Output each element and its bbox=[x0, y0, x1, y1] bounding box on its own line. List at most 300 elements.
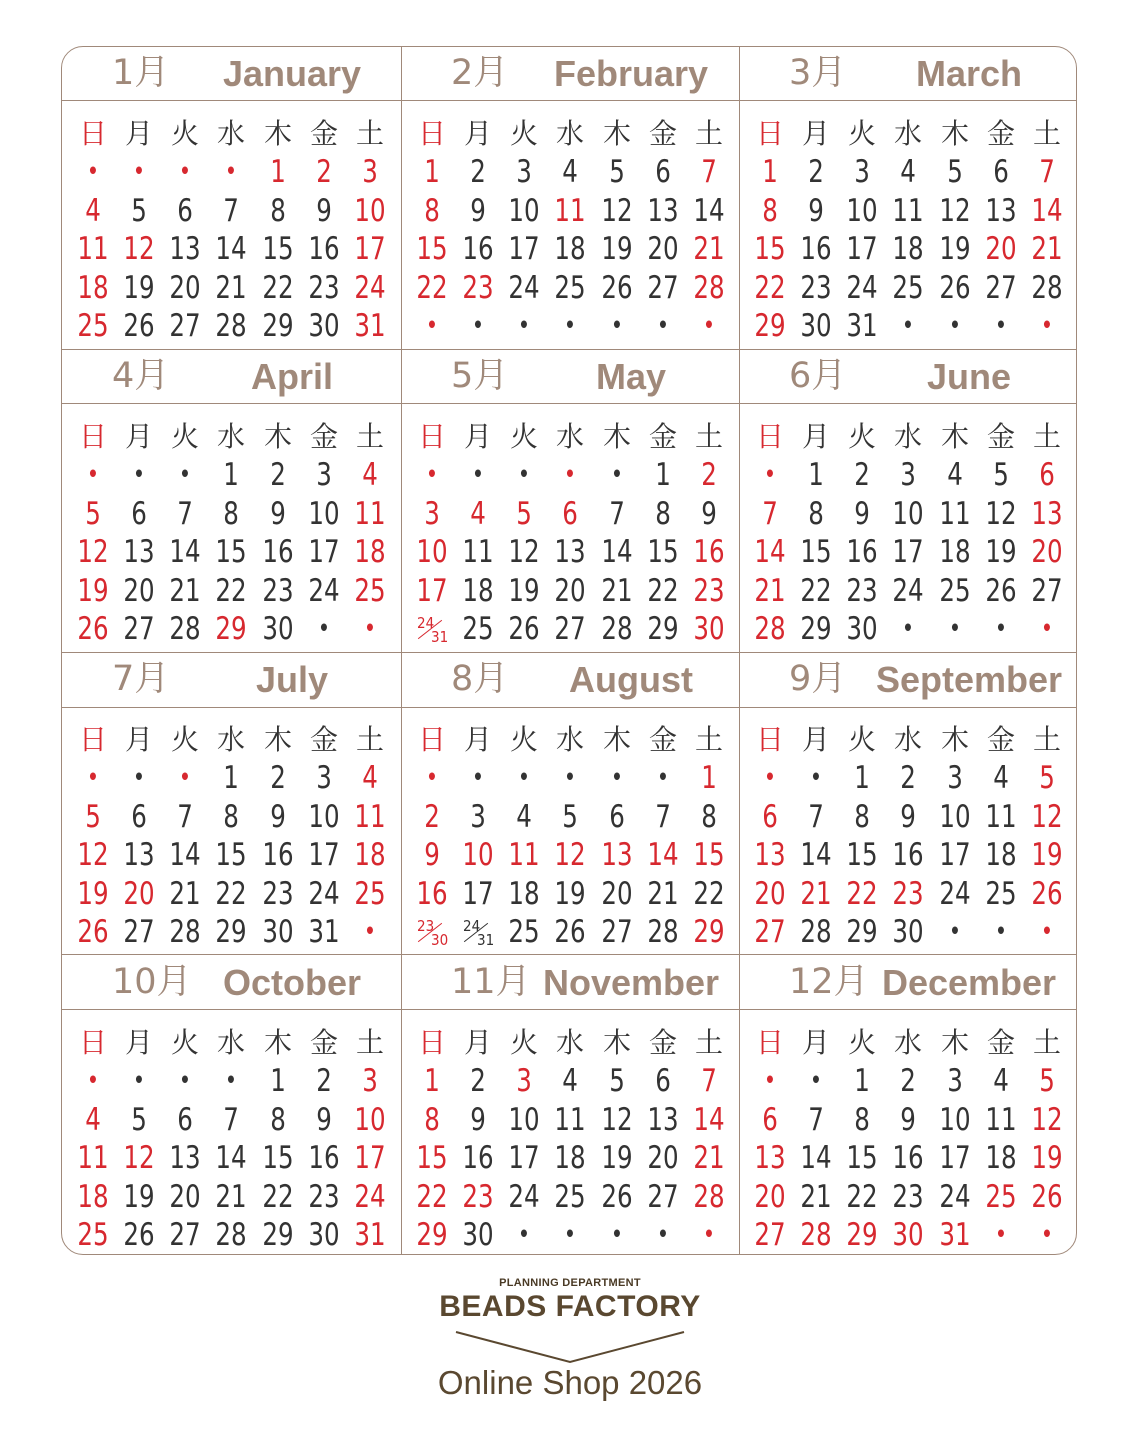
day-cell: 3 bbox=[362, 1063, 378, 1099]
weekday-header: 月 bbox=[801, 1026, 830, 1059]
day-cell: 11 bbox=[892, 193, 924, 229]
weekday-header: 月 bbox=[124, 1026, 153, 1059]
weekday-header: 金 bbox=[648, 723, 677, 756]
weekday-header: 木 bbox=[602, 117, 631, 150]
day-cell: 5 bbox=[516, 496, 532, 532]
month-label-jp: 11月 bbox=[451, 962, 531, 1002]
day-cell: 19 bbox=[601, 1140, 633, 1176]
day-cell: 9 bbox=[900, 799, 916, 835]
day-cell: 29 bbox=[693, 914, 725, 950]
empty-day-dot: • bbox=[763, 763, 777, 793]
day-cell: 24 bbox=[939, 1179, 971, 1215]
day-cell: 19 bbox=[123, 1179, 155, 1215]
day-cell: 14 bbox=[169, 837, 201, 873]
weekday-header: 日 bbox=[417, 117, 446, 150]
day-cell: 13 bbox=[554, 534, 586, 570]
day-cell: 10 bbox=[308, 799, 340, 835]
day-cell: 5 bbox=[131, 1102, 147, 1138]
day-cell: 15 bbox=[754, 231, 786, 267]
day-cell: 21 bbox=[1031, 231, 1063, 267]
day-cell: 9 bbox=[900, 1102, 916, 1138]
day-cell: 20 bbox=[985, 231, 1017, 267]
day-cell: 16 bbox=[308, 231, 340, 267]
day-cell: 5 bbox=[85, 496, 101, 532]
day-cell: 3 bbox=[316, 457, 332, 493]
day-cell: 31 bbox=[354, 308, 386, 344]
empty-day-dot: • bbox=[763, 1066, 777, 1096]
day-cell: 30 bbox=[262, 914, 294, 950]
day-cell: 23 bbox=[308, 270, 340, 306]
day-cell: 6 bbox=[655, 154, 671, 190]
day-cell: 7 bbox=[808, 799, 824, 835]
brand-subtitle: PLANNING DEPARTMENT bbox=[499, 1277, 641, 1289]
day-cell: 13 bbox=[169, 1140, 201, 1176]
day-cell: 28 bbox=[693, 270, 725, 306]
day-cell: 29 bbox=[262, 1217, 294, 1253]
day-cell: 4 bbox=[470, 496, 486, 532]
day-cell: 11 bbox=[985, 799, 1017, 835]
day-cell: 11 bbox=[554, 1102, 586, 1138]
day-cell: 25 bbox=[462, 611, 494, 647]
day-cell: 21 bbox=[800, 876, 832, 912]
day-cell: 13 bbox=[601, 837, 633, 873]
day-cell: 2 bbox=[270, 457, 286, 493]
empty-day-dot: • bbox=[178, 763, 192, 793]
month-label-en: November bbox=[542, 962, 720, 1003]
day-cell: 5 bbox=[85, 799, 101, 835]
day-cell: 15 bbox=[693, 837, 725, 873]
weekday-header: 金 bbox=[309, 420, 338, 453]
day-cell: 22 bbox=[846, 876, 878, 912]
month-label-jp: 10月 bbox=[112, 962, 192, 1002]
day-cell: 12 bbox=[601, 193, 633, 229]
day-cell: 12 bbox=[123, 1140, 155, 1176]
day-cell: 1 bbox=[854, 760, 870, 796]
day-cell: 2 bbox=[900, 760, 916, 796]
empty-day-dot: • bbox=[994, 917, 1008, 947]
day-cell: 6 bbox=[609, 799, 625, 835]
weekday-header: 火 bbox=[509, 1026, 538, 1059]
day-cell: 27 bbox=[169, 1217, 201, 1253]
empty-day-dot: • bbox=[1040, 917, 1054, 947]
day-cell: 18 bbox=[77, 270, 109, 306]
day-cell: 19 bbox=[1031, 837, 1063, 873]
day-cell: 15 bbox=[215, 837, 247, 873]
month-label-en: October bbox=[222, 962, 362, 1003]
weekday-header: 土 bbox=[355, 420, 384, 453]
day-cell: 3 bbox=[316, 760, 332, 796]
day-cell: 13 bbox=[754, 1140, 786, 1176]
day-cell: 3 bbox=[900, 457, 916, 493]
weekday-header: 水 bbox=[555, 1026, 584, 1059]
weekday-header: 木 bbox=[602, 420, 631, 453]
day-cell: 6 bbox=[993, 154, 1009, 190]
day-cell: 11 bbox=[939, 496, 971, 532]
weekday-header: 水 bbox=[216, 420, 245, 453]
day-cell: 7 bbox=[1039, 154, 1055, 190]
day-cell: 1 bbox=[270, 1063, 286, 1099]
day-cell: 21 bbox=[215, 270, 247, 306]
day-cell: 20 bbox=[169, 1179, 201, 1215]
day-cell: 22 bbox=[262, 1179, 294, 1215]
empty-day-dot: • bbox=[517, 460, 531, 490]
weekday-header: 金 bbox=[986, 723, 1015, 756]
day-cell: 24 bbox=[308, 573, 340, 609]
day-cell: 16 bbox=[462, 231, 494, 267]
weekday-header: 木 bbox=[263, 420, 292, 453]
day-cell: 25 bbox=[77, 1217, 109, 1253]
day-cell: 7 bbox=[223, 193, 239, 229]
empty-day-dot: • bbox=[702, 311, 716, 341]
day-cell: 3 bbox=[947, 760, 963, 796]
day-cell: 4 bbox=[562, 154, 578, 190]
day-cell: 5 bbox=[1039, 1063, 1055, 1099]
day-cell: 18 bbox=[892, 231, 924, 267]
day-cell: 12 bbox=[554, 837, 586, 873]
day-cell: 8 bbox=[701, 799, 717, 835]
day-cell: 13 bbox=[169, 231, 201, 267]
day-cell: 9 bbox=[854, 496, 870, 532]
day-cell: 7 bbox=[701, 1063, 717, 1099]
day-cell: 1 bbox=[270, 154, 286, 190]
day-cell: 19 bbox=[508, 573, 540, 609]
day-cell: 20 bbox=[647, 231, 679, 267]
day-cell: 5 bbox=[947, 154, 963, 190]
month-label-jp: 7月 bbox=[112, 659, 170, 699]
day-cell: 22 bbox=[416, 270, 448, 306]
day-numerator: 23 bbox=[417, 917, 435, 935]
day-cell: 29 bbox=[754, 308, 786, 344]
day-cell: 27 bbox=[754, 914, 786, 950]
day-cell: 8 bbox=[808, 496, 824, 532]
day-cell: 20 bbox=[754, 876, 786, 912]
day-cell: 25 bbox=[554, 270, 586, 306]
day-cell: 13 bbox=[123, 534, 155, 570]
day-cell: 22 bbox=[215, 573, 247, 609]
weekday-header: 土 bbox=[694, 723, 723, 756]
day-cell: 2 bbox=[470, 1063, 486, 1099]
day-cell: 28 bbox=[215, 1217, 247, 1253]
day-cell: 14 bbox=[800, 1140, 832, 1176]
day-cell: 22 bbox=[754, 270, 786, 306]
day-cell: 29 bbox=[215, 914, 247, 950]
month-label-en: July bbox=[255, 659, 329, 700]
empty-day-dot: • bbox=[563, 763, 577, 793]
empty-day-dot: • bbox=[425, 460, 439, 490]
day-cell: 3 bbox=[516, 1063, 532, 1099]
day-cell: 23 bbox=[693, 573, 725, 609]
day-cell: 10 bbox=[354, 1102, 386, 1138]
day-cell: 19 bbox=[601, 231, 633, 267]
brand-footer bbox=[0, 1270, 1140, 1452]
day-cell: 31 bbox=[939, 1217, 971, 1253]
day-cell: 10 bbox=[892, 496, 924, 532]
weekday-header: 水 bbox=[893, 1026, 922, 1059]
day-cell: 16 bbox=[846, 534, 878, 570]
day-cell: 11 bbox=[985, 1102, 1017, 1138]
day-cell: 1 bbox=[424, 1063, 440, 1099]
day-cell: 14 bbox=[754, 534, 786, 570]
day-cell: 22 bbox=[800, 573, 832, 609]
weekday-header: 金 bbox=[309, 723, 338, 756]
day-cell: 27 bbox=[754, 1217, 786, 1253]
day-cell: 18 bbox=[77, 1179, 109, 1215]
day-cell: 10 bbox=[354, 193, 386, 229]
day-cell: 16 bbox=[262, 534, 294, 570]
day-cell: 22 bbox=[262, 270, 294, 306]
day-cell: 25 bbox=[77, 308, 109, 344]
weekday-header: 金 bbox=[648, 1026, 677, 1059]
day-cell-split bbox=[409, 913, 455, 951]
day-cell: 19 bbox=[985, 534, 1017, 570]
day-cell: 22 bbox=[647, 573, 679, 609]
day-cell: 25 bbox=[354, 876, 386, 912]
day-cell: 12 bbox=[601, 1102, 633, 1138]
day-cell: 4 bbox=[362, 457, 378, 493]
weekday-header: 月 bbox=[801, 723, 830, 756]
empty-day-dot: • bbox=[471, 311, 485, 341]
empty-day-dot: • bbox=[224, 157, 238, 187]
day-cell: 21 bbox=[647, 876, 679, 912]
day-cell: 10 bbox=[846, 193, 878, 229]
day-cell: 11 bbox=[354, 799, 386, 835]
month-label-jp: 6月 bbox=[789, 356, 847, 396]
day-denominator: 31 bbox=[477, 931, 495, 949]
day-cell: 26 bbox=[1031, 876, 1063, 912]
month-label-jp: 4月 bbox=[112, 356, 170, 396]
empty-day-dot: • bbox=[702, 1220, 716, 1250]
day-cell: 19 bbox=[123, 270, 155, 306]
day-cell: 21 bbox=[169, 876, 201, 912]
day-cell: 2 bbox=[270, 760, 286, 796]
day-cell: 6 bbox=[655, 1063, 671, 1099]
month-block bbox=[739, 350, 1077, 652]
day-cell: 5 bbox=[562, 799, 578, 835]
day-cell: 2 bbox=[470, 154, 486, 190]
weekday-header: 木 bbox=[940, 723, 969, 756]
day-cell: 18 bbox=[354, 837, 386, 873]
day-cell: 24 bbox=[354, 1179, 386, 1215]
day-cell: 17 bbox=[308, 534, 340, 570]
day-cell: 9 bbox=[270, 799, 286, 835]
empty-day-dot: • bbox=[656, 311, 670, 341]
empty-day-dot: • bbox=[948, 917, 962, 947]
empty-day-dot: • bbox=[517, 311, 531, 341]
weekday-header: 火 bbox=[170, 117, 199, 150]
day-cell: 2 bbox=[900, 1063, 916, 1099]
weekday-header: 月 bbox=[463, 723, 492, 756]
day-denominator: 31 bbox=[431, 628, 449, 646]
weekday-header: 土 bbox=[355, 1026, 384, 1059]
month-label-jp: 12月 bbox=[789, 962, 869, 1002]
day-cell: 7 bbox=[223, 1102, 239, 1138]
empty-day-dot: • bbox=[317, 614, 331, 644]
weekday-header: 日 bbox=[78, 117, 107, 150]
weekday-header: 火 bbox=[170, 420, 199, 453]
day-cell: 17 bbox=[354, 231, 386, 267]
empty-day-dot: • bbox=[132, 460, 146, 490]
empty-day-dot: • bbox=[563, 311, 577, 341]
empty-day-dot: • bbox=[901, 614, 915, 644]
day-cell: 26 bbox=[601, 270, 633, 306]
day-cell: 13 bbox=[647, 1102, 679, 1138]
day-cell: 15 bbox=[846, 837, 878, 873]
day-cell: 26 bbox=[1031, 1179, 1063, 1215]
day-cell: 8 bbox=[424, 1102, 440, 1138]
day-cell: 13 bbox=[123, 837, 155, 873]
day-cell: 8 bbox=[762, 193, 778, 229]
day-cell: 9 bbox=[270, 496, 286, 532]
day-cell: 5 bbox=[131, 193, 147, 229]
weekday-header: 土 bbox=[1032, 420, 1061, 453]
day-cell: 2 bbox=[701, 457, 717, 493]
empty-day-dot: • bbox=[224, 1066, 238, 1096]
day-cell: 9 bbox=[808, 193, 824, 229]
weekday-header: 水 bbox=[893, 723, 922, 756]
weekday-header: 土 bbox=[694, 420, 723, 453]
day-cell: 6 bbox=[131, 496, 147, 532]
day-cell: 18 bbox=[462, 573, 494, 609]
day-cell: 21 bbox=[754, 573, 786, 609]
day-cell: 8 bbox=[223, 496, 239, 532]
empty-day-dot: • bbox=[809, 763, 823, 793]
day-cell: 8 bbox=[424, 193, 440, 229]
month-label-en: May bbox=[595, 356, 667, 397]
day-cell: 13 bbox=[647, 193, 679, 229]
weekday-header: 土 bbox=[694, 1026, 723, 1059]
weekday-header: 日 bbox=[417, 1026, 446, 1059]
day-cell: 12 bbox=[508, 534, 540, 570]
day-cell: 19 bbox=[554, 876, 586, 912]
day-cell: 31 bbox=[354, 1217, 386, 1253]
day-cell: 17 bbox=[508, 1140, 540, 1176]
day-cell: 24 bbox=[846, 270, 878, 306]
month-block bbox=[401, 350, 739, 652]
day-cell: 20 bbox=[123, 573, 155, 609]
weekday-header: 水 bbox=[216, 723, 245, 756]
brand-logo-text: BEADS FACTORY bbox=[439, 1290, 701, 1323]
day-cell: 10 bbox=[308, 496, 340, 532]
day-cell: 16 bbox=[800, 231, 832, 267]
day-cell: 30 bbox=[693, 611, 725, 647]
day-cell: 7 bbox=[177, 496, 193, 532]
day-cell: 9 bbox=[424, 837, 440, 873]
day-cell: 26 bbox=[77, 611, 109, 647]
day-cell: 14 bbox=[1031, 193, 1063, 229]
day-cell: 15 bbox=[647, 534, 679, 570]
day-cell: 17 bbox=[846, 231, 878, 267]
weekday-header: 金 bbox=[986, 117, 1015, 150]
day-cell: 24 bbox=[892, 573, 924, 609]
day-cell: 28 bbox=[169, 914, 201, 950]
weekday-header: 木 bbox=[263, 723, 292, 756]
day-cell: 12 bbox=[77, 837, 109, 873]
weekday-header: 金 bbox=[648, 420, 677, 453]
day-cell: 26 bbox=[508, 611, 540, 647]
day-cell: 20 bbox=[647, 1140, 679, 1176]
day-cell: 27 bbox=[169, 308, 201, 344]
weekday-header: 月 bbox=[124, 420, 153, 453]
month-block bbox=[739, 653, 1077, 955]
day-cell: 4 bbox=[85, 193, 101, 229]
day-cell: 19 bbox=[939, 231, 971, 267]
empty-day-dot: • bbox=[610, 460, 624, 490]
empty-day-dot: • bbox=[86, 1066, 100, 1096]
day-cell: 14 bbox=[601, 534, 633, 570]
weekday-header: 月 bbox=[124, 117, 153, 150]
day-cell-split bbox=[455, 913, 501, 951]
weekday-header: 火 bbox=[170, 1026, 199, 1059]
day-cell: 1 bbox=[223, 457, 239, 493]
empty-day-dot: • bbox=[901, 311, 915, 341]
weekday-header: 火 bbox=[847, 420, 876, 453]
day-cell: 10 bbox=[508, 193, 540, 229]
day-cell: 10 bbox=[508, 1102, 540, 1138]
month-label-jp: 3月 bbox=[789, 53, 847, 93]
day-cell: 12 bbox=[1031, 799, 1063, 835]
day-cell: 18 bbox=[508, 876, 540, 912]
day-cell: 1 bbox=[762, 154, 778, 190]
weekday-header: 日 bbox=[755, 723, 784, 756]
month-label-en: March bbox=[915, 53, 1023, 94]
chevron-down-icon bbox=[452, 1328, 688, 1368]
day-cell: 2 bbox=[424, 799, 440, 835]
empty-day-dot: • bbox=[1040, 311, 1054, 341]
day-cell: 16 bbox=[308, 1140, 340, 1176]
day-cell: 28 bbox=[754, 611, 786, 647]
day-cell: 9 bbox=[316, 1102, 332, 1138]
weekday-header: 木 bbox=[263, 117, 292, 150]
day-cell: 5 bbox=[609, 1063, 625, 1099]
empty-day-dot: • bbox=[948, 614, 962, 644]
day-cell: 4 bbox=[362, 760, 378, 796]
weekday-header: 火 bbox=[509, 723, 538, 756]
weekday-header: 水 bbox=[555, 117, 584, 150]
day-cell: 23 bbox=[892, 876, 924, 912]
weekday-header: 日 bbox=[78, 723, 107, 756]
month-block bbox=[401, 47, 739, 349]
weekday-header: 木 bbox=[602, 723, 631, 756]
day-cell: 1 bbox=[808, 457, 824, 493]
day-cell: 14 bbox=[693, 193, 725, 229]
day-cell: 11 bbox=[77, 1140, 109, 1176]
day-cell: 27 bbox=[123, 914, 155, 950]
day-cell: 27 bbox=[985, 270, 1017, 306]
day-cell: 29 bbox=[800, 611, 832, 647]
day-denominator: 30 bbox=[431, 931, 449, 949]
day-cell: 4 bbox=[562, 1063, 578, 1099]
weekday-header: 火 bbox=[847, 1026, 876, 1059]
weekday-header: 日 bbox=[417, 420, 446, 453]
month-label-jp: 9月 bbox=[789, 659, 847, 699]
day-cell: 3 bbox=[362, 154, 378, 190]
empty-day-dot: • bbox=[610, 763, 624, 793]
day-cell: 25 bbox=[554, 1179, 586, 1215]
day-cell: 2 bbox=[316, 154, 332, 190]
weekday-header: 日 bbox=[755, 1026, 784, 1059]
weekday-header: 金 bbox=[309, 1026, 338, 1059]
day-cell: 13 bbox=[985, 193, 1017, 229]
day-cell: 2 bbox=[854, 457, 870, 493]
day-cell: 6 bbox=[177, 1102, 193, 1138]
weekday-header: 土 bbox=[1032, 1026, 1061, 1059]
weekday-header: 金 bbox=[986, 1026, 1015, 1059]
day-cell: 24 bbox=[939, 876, 971, 912]
day-cell: 29 bbox=[846, 1217, 878, 1253]
day-cell: 14 bbox=[800, 837, 832, 873]
day-cell: 25 bbox=[985, 876, 1017, 912]
day-cell: 22 bbox=[215, 876, 247, 912]
